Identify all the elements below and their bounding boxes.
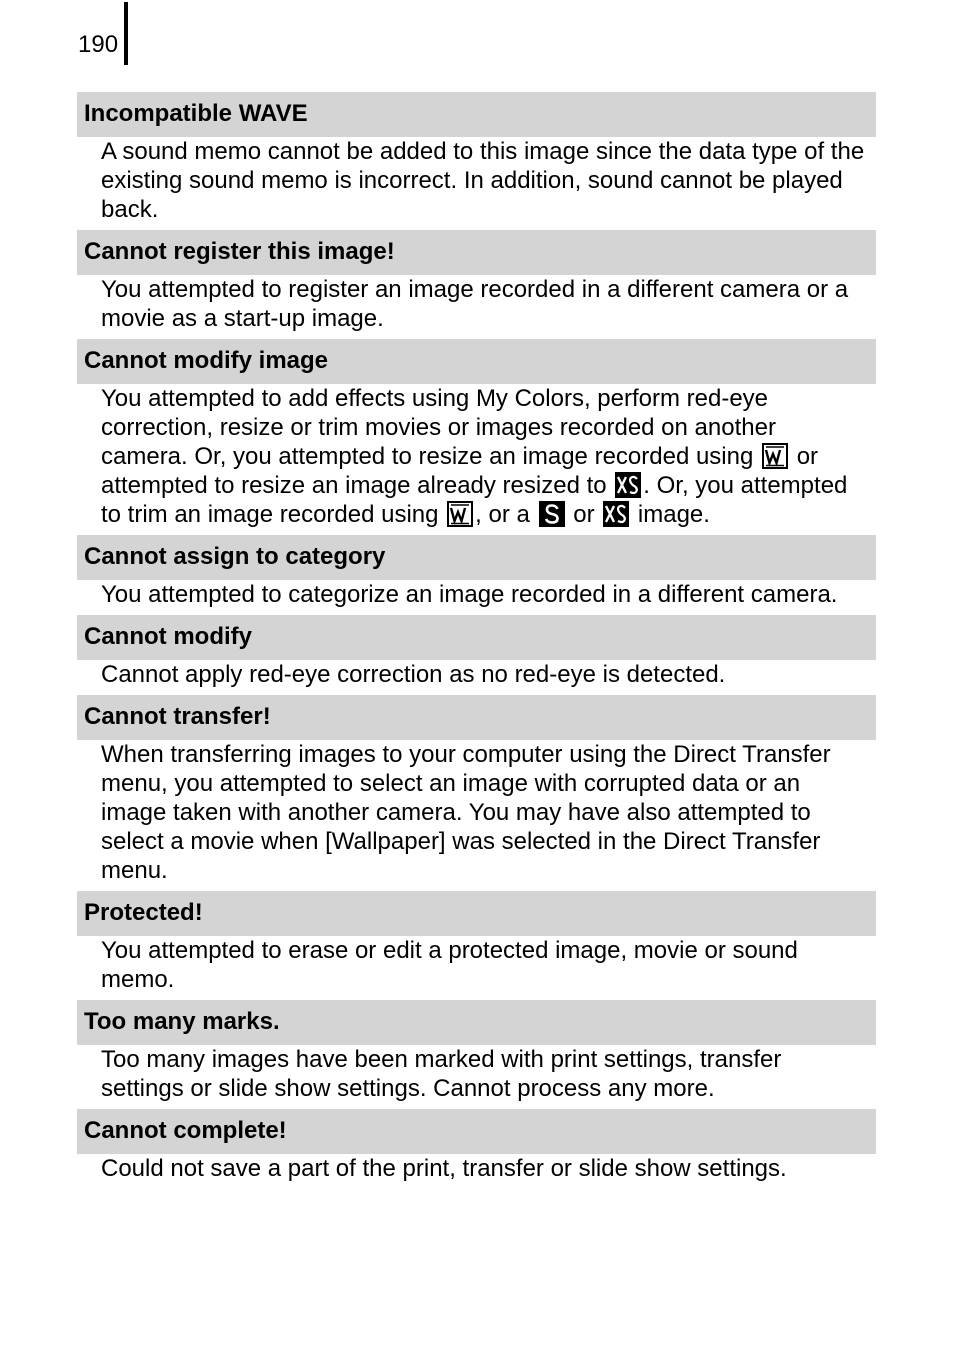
description-text: You attempted to add effects using My Colors, perform red-eye correction, resize or trim movies or images recorded on another camera. Or, you attempted to resize an image recorded using xyxy=(101,385,776,470)
message-description xyxy=(77,384,876,535)
description-text: . Or, you attempted to trim an image recorded using xyxy=(101,472,848,528)
message-entry xyxy=(77,535,876,615)
message-title: Incompatible WAVE xyxy=(77,92,876,137)
message-entry xyxy=(77,1109,876,1189)
message-description: You attempted to categorize an image recorded in a different camera. xyxy=(101,581,838,608)
page-number: 190 xyxy=(78,31,119,58)
message-description: Could not save a part of the print, transfer or slide show settings. xyxy=(101,1155,787,1182)
xs-icon xyxy=(615,472,641,498)
message-entry xyxy=(77,695,876,891)
xs-icon xyxy=(603,501,629,527)
message-entry xyxy=(77,339,876,535)
message-description: Cannot apply red-eye correction as no red-eye is detected. xyxy=(101,661,726,688)
message-description: A sound memo cannot be added to this image since the data type of the existing sound memo is incorrect. In addition, sound cannot be played back. xyxy=(101,138,865,223)
message-entry xyxy=(77,92,876,230)
description-text: or attempted to resize an image already resized to xyxy=(101,443,819,499)
message-list xyxy=(77,92,876,1189)
wide-icon xyxy=(447,501,473,527)
message-entry xyxy=(77,615,876,695)
message-title: Protected! xyxy=(77,891,876,936)
wide-icon xyxy=(762,443,788,469)
description-text: or xyxy=(573,501,595,528)
description-text: image. xyxy=(637,501,710,528)
small-icon xyxy=(539,501,565,527)
message-description: You attempted to erase or edit a protected image, movie or sound memo. xyxy=(101,937,798,993)
message-description: When transferring images to your computer using the Direct Transfer menu, you attempted to select an image with corrupted data or an image taken with another camera. You may have also attempted to select a movie when [Wallpaper] was selected in the Direct Transfer menu. xyxy=(101,741,831,884)
message-title: Too many marks. xyxy=(77,1000,876,1045)
description-text: , or a xyxy=(475,501,530,528)
message-title: Cannot assign to category xyxy=(77,535,876,580)
message-description: You attempted to register an image recorded in a different camera or a movie as a start-up image. xyxy=(101,276,849,332)
message-title: Cannot complete! xyxy=(77,1109,876,1154)
message-title: Cannot transfer! xyxy=(77,695,876,740)
message-description: Too many images have been marked with print settings, transfer settings or slide show settings. Cannot process any more. xyxy=(101,1046,782,1102)
message-title: Cannot modify image xyxy=(77,339,876,384)
message-title: Cannot register this image! xyxy=(77,230,876,275)
message-title: Cannot modify xyxy=(77,615,876,660)
message-entry xyxy=(77,891,876,1000)
message-entry xyxy=(77,1000,876,1109)
message-entry xyxy=(77,230,876,339)
page-number-rule xyxy=(124,2,128,65)
